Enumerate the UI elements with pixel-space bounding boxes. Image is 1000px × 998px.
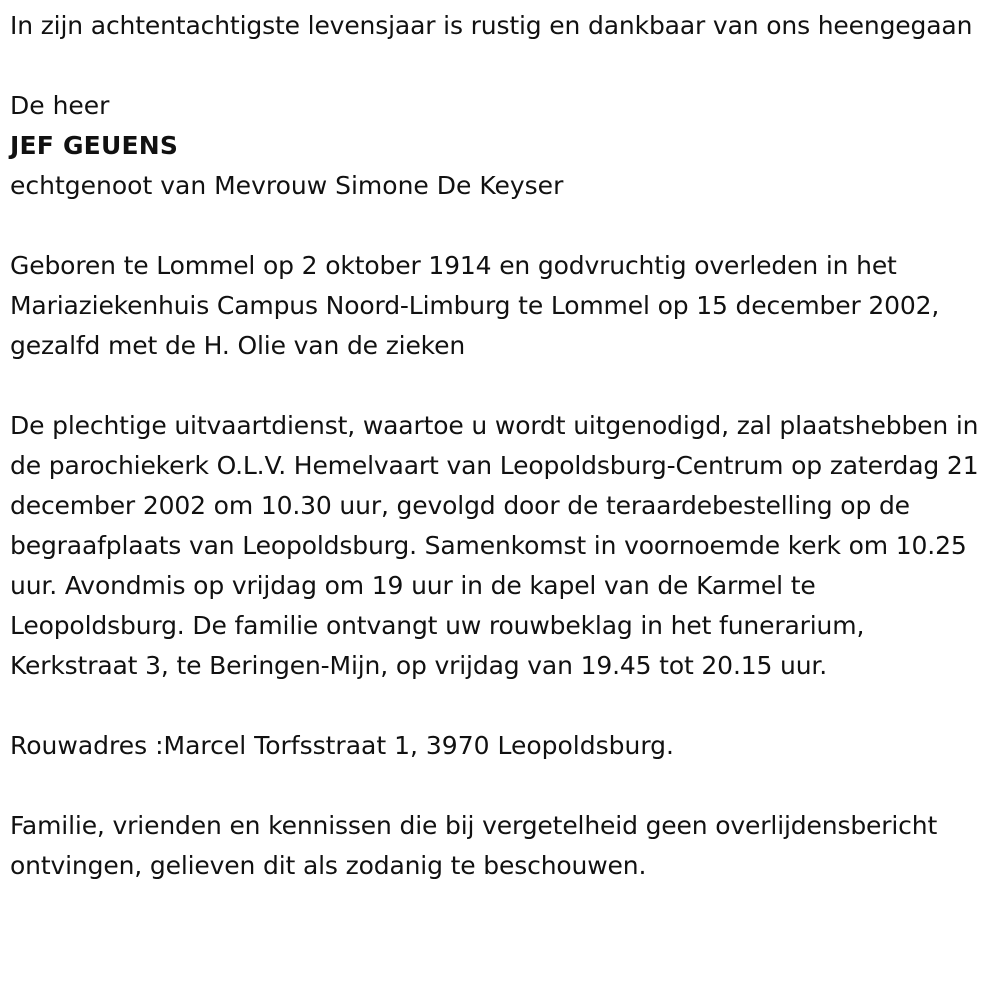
deceased-name: JEF GEUENS [10,131,179,160]
funeral-paragraph: De plechtige uitvaartdienst, waartoe u wordt uitgenodigd, zal plaatshebben in de parochiekerk O.L.V. Hemelvaart van Leopoldsburg-Centrum op zaterdag 21 december 2002 om 10.30 uur, gevolgd door de teraardebestelling op de begraafplaats van Leopoldsburg. Samenkomst in voornoemde kerk om 10.25 uur. Avondmis op vrijdag om 19 uur in de kapel van de Karmel te Leopoldsburg. De familie ontvangt uw rouwbeklag in het funerarium, Kerkstraat 3, te Beringen-Mijn, op vrijdag van 19.45 tot 20.15 uur. [10,411,979,680]
birth-death-paragraph: Geboren te Lommel op 2 oktober 1914 en godvruchtig overleden in het Mariaziekenhuis Campus Noord-Limburg te Lommel op 15 december 2002, gezalfd met de H. Olie van de zieken [10,251,940,360]
address-line: Rouwadres :Marcel Torfsstraat 1, 3970 Leopoldsburg. [10,731,674,760]
salutation: De heer [10,91,110,120]
spouse-line: echtgenoot van Mevrouw Simone De Keyser [10,171,564,200]
closing-paragraph: Familie, vrienden en kennissen die bij vergetelheid geen overlijdensbericht ontvingen, gelieven dit als zodanig te beschouwen. [10,811,938,880]
intro-text: In zijn achtentachtigste levensjaar is rustig en dankbaar van ons heengegaan [10,11,973,40]
